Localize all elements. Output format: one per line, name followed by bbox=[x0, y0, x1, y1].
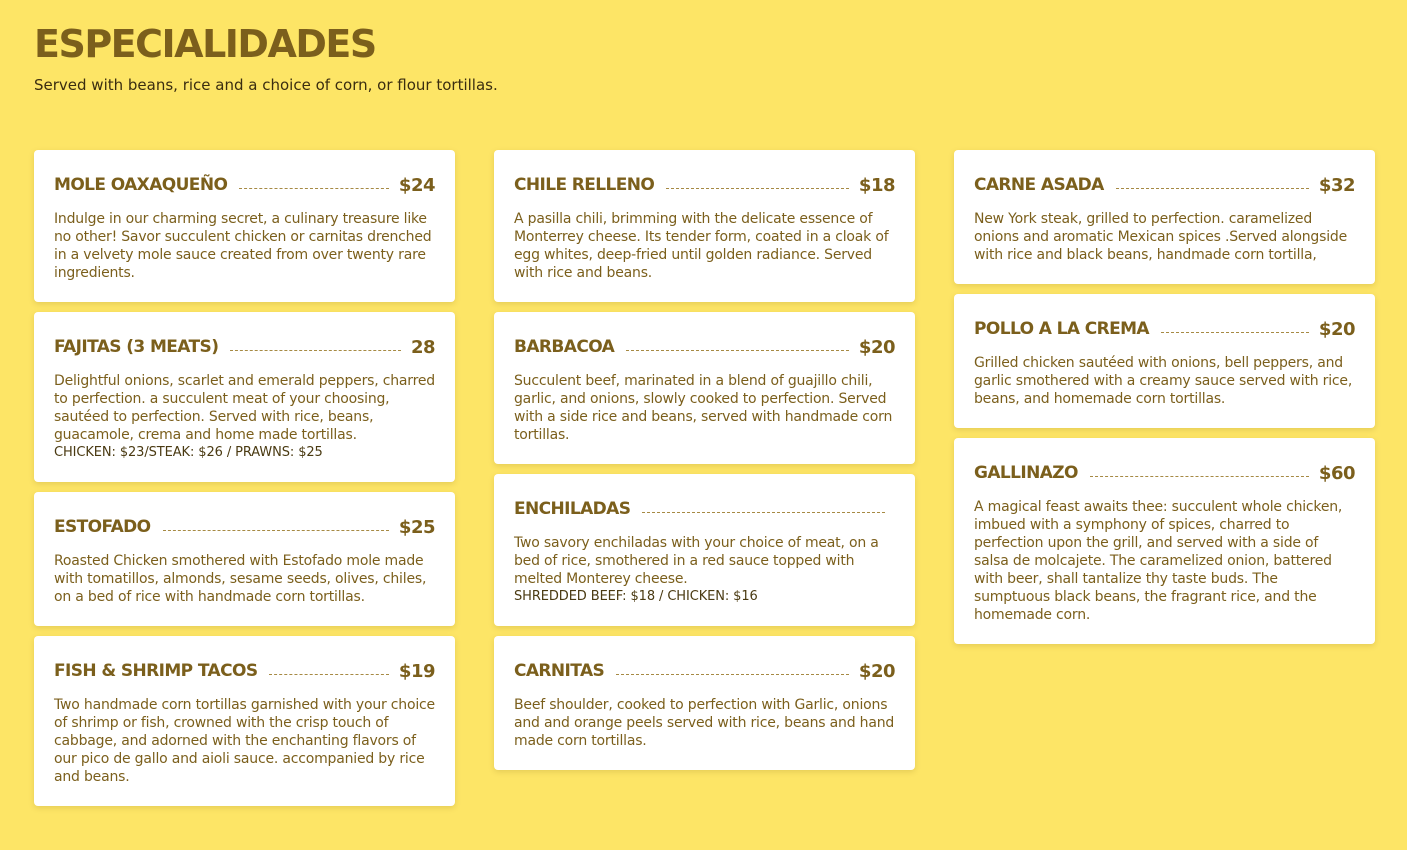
dotted-leader bbox=[616, 674, 849, 675]
dish-price: $24 bbox=[398, 174, 435, 196]
dish-price: $18 bbox=[858, 174, 895, 196]
menu-card bbox=[954, 438, 1375, 644]
dotted-leader bbox=[230, 350, 401, 351]
dotted-leader bbox=[642, 512, 885, 513]
dish-name: CARNE ASADA bbox=[974, 175, 1104, 195]
dish-description: Beef shoulder, cooked to perfection with Garlic, onions and and orange peels served with rice, beans and hand made corn tortillas. bbox=[514, 697, 895, 749]
menu-card bbox=[34, 312, 455, 482]
dish-price: $60 bbox=[1318, 462, 1355, 484]
dish-price: 28 bbox=[410, 336, 435, 358]
dish-price: $20 bbox=[1318, 318, 1355, 340]
dotted-leader bbox=[269, 674, 388, 675]
dish-description: Grilled chicken sautéed with onions, bell peppers, and garlic smothered with a creamy sauce served with rice, beans, and homemade corn tortillas. bbox=[974, 355, 1353, 407]
dotted-leader bbox=[239, 188, 389, 189]
dotted-leader bbox=[163, 530, 389, 531]
menu-card bbox=[494, 636, 915, 770]
menu-card bbox=[34, 636, 455, 806]
dish-price: $20 bbox=[858, 336, 895, 358]
dish-price: $19 bbox=[398, 660, 435, 682]
menu-column-2 bbox=[494, 150, 915, 780]
menu-card bbox=[494, 474, 915, 626]
dish-description: Delightful onions, scarlet and emerald peppers, charred to perfection. a succulent meat of your choosing, sautéed to perfection. Served with rice, beans, guacamole, crema and home made tortillas. bbox=[54, 373, 435, 443]
dish-price: $25 bbox=[398, 516, 435, 538]
dish-description: Two savory enchiladas with your choice of meat, on a bed of rice, smothered in a red sauce topped with melted Monterey cheese. bbox=[514, 535, 879, 587]
dish-description: New York steak, grilled to perfection. caramelized onions and aromatic Mexican spices .Served alongside with rice and black beans, handmade corn tortilla, bbox=[974, 211, 1348, 263]
menu-card bbox=[954, 294, 1375, 428]
menu-card bbox=[34, 492, 455, 626]
dotted-leader bbox=[1161, 332, 1309, 333]
dish-name: FAJITAS (3 MEATS) bbox=[54, 337, 219, 357]
dish-name: CARNITAS bbox=[514, 661, 605, 681]
menu-card bbox=[34, 150, 455, 302]
dish-price: $32 bbox=[1318, 174, 1355, 196]
dish-price-options: CHICKEN: $23/STEAK: $26 / PRAWNS: $25 bbox=[54, 445, 323, 460]
dish-description: Two handmade corn tortillas garnished with your choice of shrimp or fish, crowned with the crisp touch of cabbage, and adorned with the enchanting flavors of our pico de gallo and aioli sauce. accompanied by rice and beans. bbox=[54, 697, 435, 785]
dish-price-options: SHREDDED BEEF: $18 / CHICKEN: $16 bbox=[514, 589, 758, 604]
dish-description: A pasilla chili, brimming with the delicate essence of Monterrey cheese. Its tender form, coated in a cloak of egg whites, deep-fried until golden radiance. Served with rice and beans. bbox=[514, 211, 889, 281]
dish-name: ENCHILADAS bbox=[514, 499, 631, 519]
menu-column-3 bbox=[954, 150, 1375, 654]
dish-name: GALLINAZO bbox=[974, 463, 1078, 483]
dotted-leader bbox=[666, 188, 849, 189]
dotted-leader bbox=[1116, 188, 1309, 189]
menu-column-1 bbox=[34, 150, 455, 816]
dish-name: POLLO A LA CREMA bbox=[974, 319, 1149, 339]
dish-description: Succulent beef, marinated in a blend of guajillo chili, garlic, and onions, slowly cooked to perfection. Served with a side rice and beans, served with handmade corn tortillas. bbox=[514, 373, 893, 443]
dotted-leader bbox=[626, 350, 849, 351]
dish-description: Roasted Chicken smothered with Estofado mole made with tomatillos, almonds, sesame seeds, olives, chiles, on a bed of rice with handmade corn tortillas. bbox=[54, 553, 427, 605]
page-title: ESPECIALIDADES bbox=[34, 22, 376, 66]
menu-card bbox=[954, 150, 1375, 284]
dish-price: $20 bbox=[858, 660, 895, 682]
menu-card bbox=[494, 312, 915, 464]
dish-name: FISH & SHRIMP TACOS bbox=[54, 661, 258, 681]
page-subtitle: Served with beans, rice and a choice of corn, or flour tortillas. bbox=[34, 76, 498, 94]
dish-name: MOLE OAXAQUEÑO bbox=[54, 175, 228, 195]
dish-description: Indulge in our charming secret, a culinary treasure like no other! Savor succulent chicken or carnitas drenched in a velvety mole sauce created from over twenty rare ingredients. bbox=[54, 211, 432, 281]
menu-card bbox=[494, 150, 915, 302]
dish-name: BARBACOA bbox=[514, 337, 615, 357]
dish-name: ESTOFADO bbox=[54, 517, 151, 537]
dish-description: A magical feast awaits thee: succulent whole chicken, imbued with a symphony of spices, charred to perfection upon the grill, and served with a side of salsa de molcajete. The caramelized onion, battered with beer, shall tantalize thy taste buds. The sumptuous black beans, the fragrant rice, and the homemade corn. bbox=[974, 499, 1343, 623]
dish-name: CHILE RELLENO bbox=[514, 175, 655, 195]
dotted-leader bbox=[1090, 476, 1309, 477]
